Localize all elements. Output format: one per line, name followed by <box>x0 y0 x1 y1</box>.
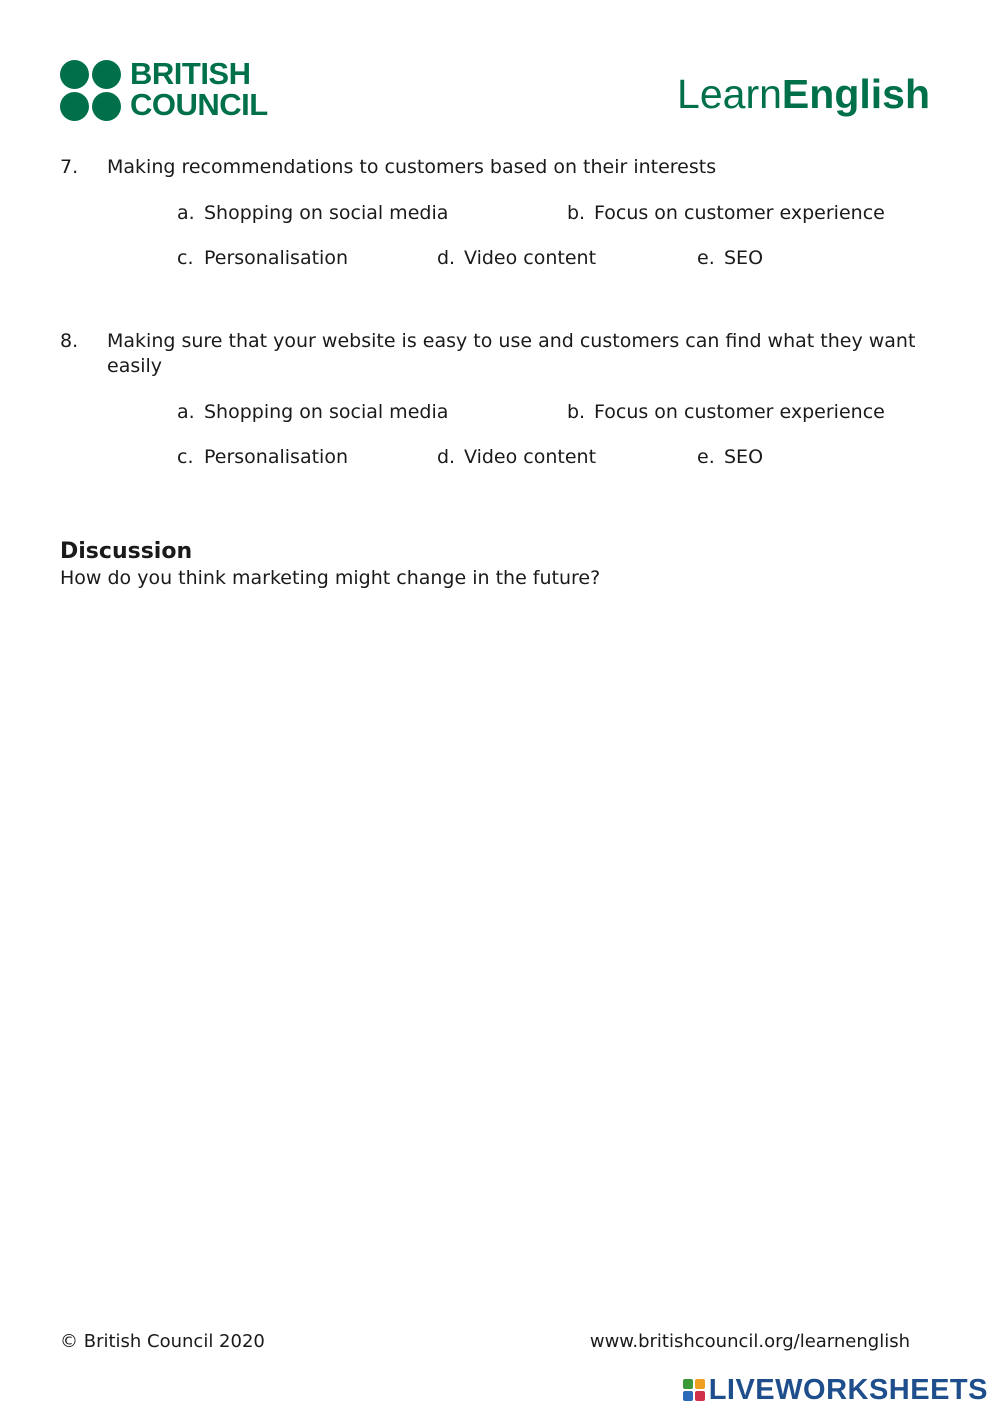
liveworksheets-wordmark: LIVEWORKSHEETS <box>708 1374 988 1406</box>
british-council-logo <box>60 56 275 122</box>
option-d[interactable] <box>437 246 596 271</box>
option-label: Shopping on social media <box>204 202 449 224</box>
option-b[interactable] <box>567 201 885 226</box>
option-label: Video content <box>464 247 597 269</box>
liveworksheets-logo <box>683 1374 988 1406</box>
question-number: 7. <box>60 156 79 178</box>
learnenglish-logo <box>677 70 930 118</box>
option-label: Personalisation <box>204 446 348 468</box>
option-letter: b. <box>567 401 586 423</box>
footer-url: www.britishcouncil.org/learnenglish <box>589 1331 910 1352</box>
option-label: SEO <box>724 446 764 468</box>
british-council-wordmark: BRITISH COUNCIL <box>130 56 268 122</box>
liveworksheets-icon <box>683 1379 705 1401</box>
option-label: SEO <box>724 247 764 269</box>
option-letter: e. <box>697 446 715 468</box>
discussion-heading: Discussion <box>60 539 193 564</box>
option-label: Focus on customer experience <box>594 401 885 423</box>
option-letter: a. <box>177 401 195 423</box>
learnenglish-logo-bold: English <box>781 71 930 117</box>
option-a[interactable] <box>177 201 448 226</box>
british-council-dots-icon <box>60 60 122 122</box>
option-label: Video content <box>464 446 597 468</box>
learnenglish-logo-light: Learn <box>677 71 782 117</box>
option-d[interactable] <box>437 445 596 470</box>
question-text: Making recommendations to customers based on their interests <box>107 156 717 178</box>
option-label: Shopping on social media <box>204 401 449 423</box>
option-e[interactable] <box>697 445 763 470</box>
option-letter: e. <box>697 247 715 269</box>
question-number: 8. <box>60 330 79 352</box>
option-letter: d. <box>437 446 456 468</box>
option-letter: c. <box>177 247 194 269</box>
option-label: Focus on customer experience <box>594 202 885 224</box>
option-label: Personalisation <box>204 247 348 269</box>
option-letter: d. <box>437 247 456 269</box>
option-a[interactable] <box>177 400 448 425</box>
option-c[interactable] <box>177 246 348 271</box>
option-b[interactable] <box>567 400 885 425</box>
copyright-text: © British Council 2020 <box>60 1331 265 1352</box>
option-letter: a. <box>177 202 195 224</box>
question-text: Making sure that your website is easy to use and customers can find what they want easily <box>107 330 916 377</box>
option-c[interactable] <box>177 445 348 470</box>
discussion-prompt: How do you think marketing might change in the future? <box>60 567 601 589</box>
option-letter: b. <box>567 202 586 224</box>
option-e[interactable] <box>697 246 763 271</box>
option-letter: c. <box>177 446 194 468</box>
